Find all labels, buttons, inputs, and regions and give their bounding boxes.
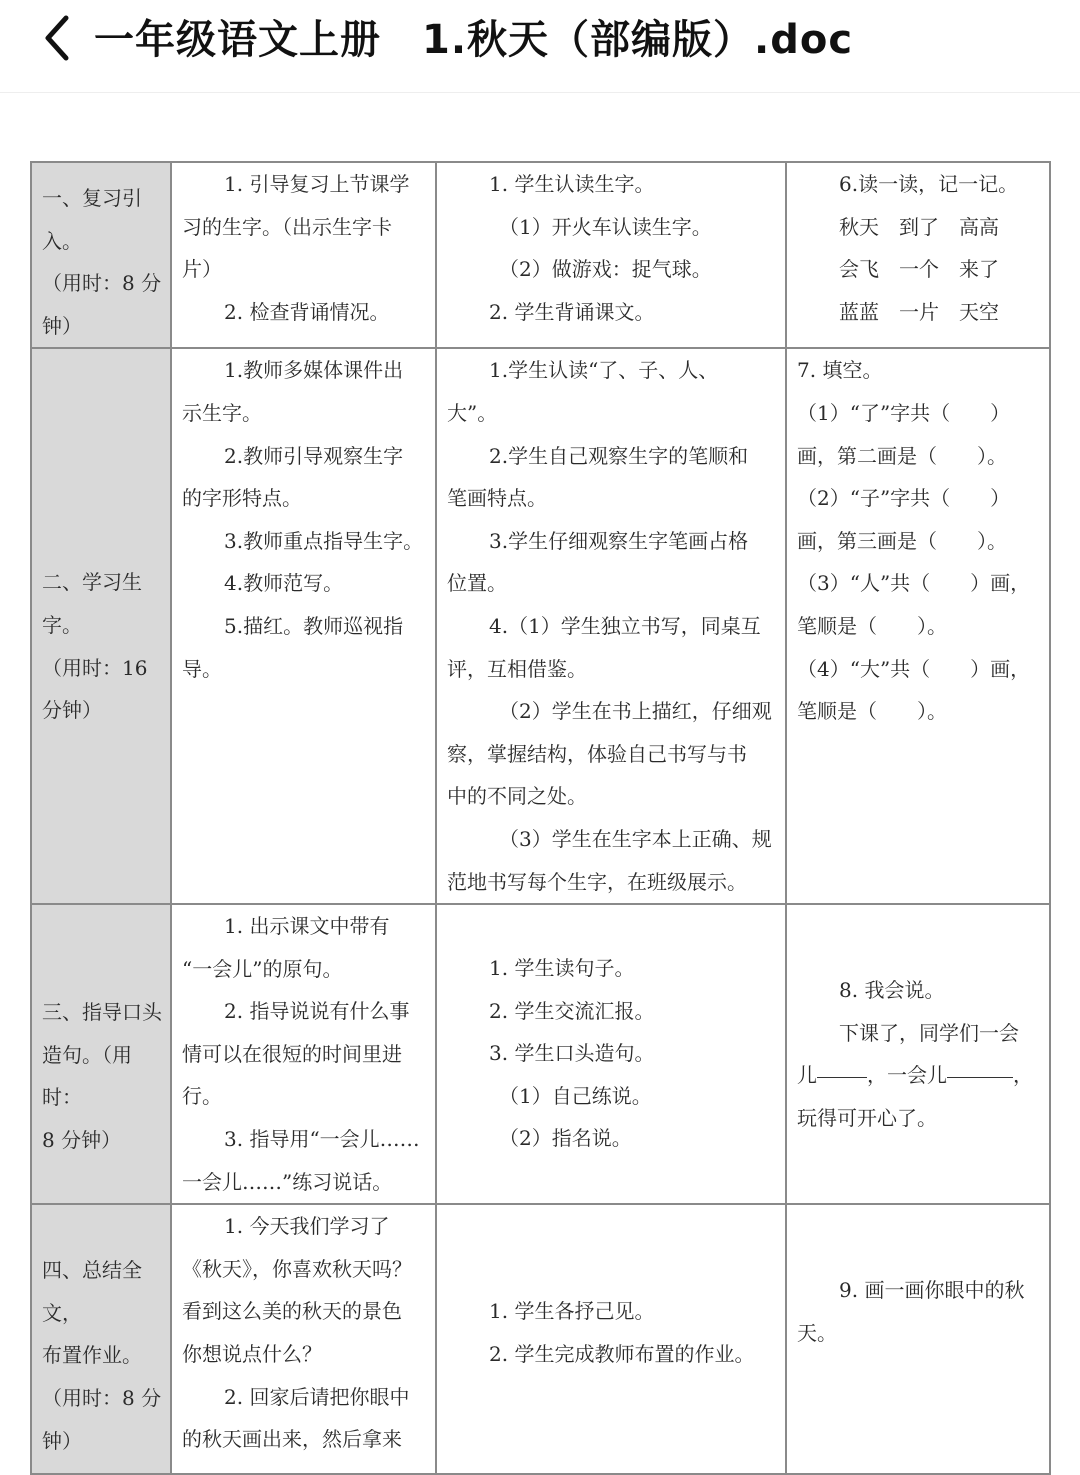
cell-line: 2. 检查背诵情况。 — [224, 299, 390, 324]
lesson-plan-table — [30, 161, 1051, 1475]
cell-line: 察，掌握结构，体验自己书写与书 — [447, 741, 747, 766]
stage-text: 钟） — [42, 1428, 82, 1453]
stage-text: （用时：8 分 — [42, 1386, 162, 1411]
cell-line: 天。 — [797, 1320, 837, 1345]
cell-line: （3）学生在生字本上正确、规 — [499, 826, 772, 851]
cell-line: 示生字。 — [182, 400, 262, 425]
cell-line: 一会儿……”练习说话。 — [182, 1169, 393, 1194]
stage-text: 分钟） — [42, 698, 102, 723]
text-segment: 儿 — [797, 1063, 817, 1088]
cell-line: 2. 学生完成教师布置的作业。 — [489, 1341, 755, 1366]
cell-line: 笔顺是（ ）。 — [797, 699, 947, 724]
cell-line: （3）“人”共（ ）画， — [797, 571, 1031, 596]
exercise-cell — [786, 348, 1050, 904]
cell-line: 中的不同之处。 — [447, 784, 587, 809]
teacher-activity-cell — [171, 348, 436, 904]
exercise-cell — [786, 1204, 1050, 1474]
cell-line: （1）“了”字共（ ） — [797, 400, 1011, 425]
cell-line: 1. 今天我们学习了 — [224, 1214, 390, 1239]
cell-line: 3. 学生口头造句。 — [489, 1041, 655, 1066]
student-activity-cell — [436, 904, 786, 1204]
cell-line: 画，第三画是（ ）。 — [797, 528, 1007, 553]
cell-line: 蓝蓝 一片 天空 — [839, 299, 999, 324]
top-bar — [0, 0, 1080, 93]
cell-line: 2. 指导说说有什么事 — [224, 999, 410, 1024]
cell-line: 4.教师范写。 — [224, 571, 344, 596]
cell-line: （4）“大”共（ ）画， — [797, 656, 1031, 681]
cell-line: 你想说点什么？ — [182, 1342, 322, 1367]
cell-line: 3.学生仔细观察生字笔画占格 — [489, 528, 749, 553]
cell-line: 3.教师重点指导生字。 — [224, 528, 424, 553]
cell-line: （1）自己练说。 — [499, 1083, 652, 1108]
student-activity-cell — [436, 162, 786, 348]
table-row — [31, 904, 1050, 1204]
fill-blank-line — [797, 1054, 1043, 1097]
stage-cell — [31, 904, 171, 1204]
cell-line: “一会儿”的原句。 — [182, 956, 343, 981]
cell-line: 情可以在很短的时间里进 — [182, 1041, 402, 1066]
cell-line: 1. 学生读句子。 — [489, 956, 635, 981]
cell-line: 位置。 — [447, 571, 507, 596]
exercise-heading: 8. 我会说。 — [839, 978, 945, 1003]
student-activity-cell — [436, 348, 786, 904]
cell-line: 1. 出示课文中带有 — [224, 914, 390, 939]
cell-line: 1. 学生认读生字。 — [489, 172, 655, 196]
document-title: 一年级语文上册 1.秋天（部编版）.doc — [94, 17, 854, 63]
answer-blank[interactable] — [817, 1076, 867, 1078]
cell-line: 4.（1）学生独立书写，同桌互 — [489, 613, 761, 638]
cell-line: 习的生字。（出示生字卡 — [182, 214, 392, 239]
cell-line: 行。 — [182, 1084, 222, 1109]
exercise-cell — [786, 162, 1050, 348]
cell-line: （2）学生在书上描红，仔细观 — [499, 699, 772, 724]
table-row — [31, 1204, 1050, 1474]
cell-line: 1. 引导复习上节课学 — [224, 172, 410, 196]
cell-line: 1.学生认读“了、子、人、 — [489, 358, 719, 383]
cell-line: 6.读一读，记一记。 — [839, 172, 1019, 196]
stage-text: 造句。（用时： — [42, 1042, 132, 1110]
cell-line: （2）指名说。 — [499, 1126, 632, 1151]
cell-line: 的字形特点。 — [182, 486, 302, 511]
stage-text: 四、总结全文， — [42, 1258, 142, 1325]
cell-line: 1. 学生各抒己见。 — [489, 1299, 655, 1324]
stage-text: 一、复习引入。 — [42, 186, 142, 253]
teacher-activity-cell — [171, 162, 436, 348]
cell-line: 2.学生自己观察生字的笔顺和 — [489, 443, 749, 468]
stage-text: （用时：16 — [42, 655, 148, 680]
stage-text: 二、学习生字。 — [42, 570, 142, 637]
stage-text: 三、指导口头 — [42, 1000, 162, 1025]
cell-line: 7. 填空。 — [797, 358, 883, 383]
cell-line: 秋天 到了 高高 — [839, 214, 999, 239]
stage-text: 布置作业。 — [42, 1343, 142, 1368]
cell-line: 《秋天》，你喜欢秋天吗？ — [182, 1256, 412, 1281]
answer-blank[interactable] — [947, 1076, 1013, 1078]
cell-line: （2）做游戏：捉气球。 — [499, 257, 712, 282]
back-button[interactable] — [36, 12, 80, 64]
student-activity-cell — [436, 1204, 786, 1474]
stage-cell — [31, 1204, 171, 1474]
cell-line: 笔画特点。 — [447, 486, 547, 511]
cell-line: 2. 学生交流汇报。 — [489, 998, 655, 1023]
cell-line: 9. 画一画你眼中的秋 — [839, 1278, 1025, 1303]
stage-text: 8 分钟） — [42, 1127, 122, 1152]
teacher-activity-cell — [171, 1204, 436, 1474]
cell-line: 玩得可开心了。 — [797, 1105, 937, 1130]
table-row — [31, 162, 1050, 348]
cell-line: 画，第二画是（ ）。 — [797, 443, 1007, 468]
stage-cell — [31, 162, 171, 348]
stage-text: （用时：8 分 — [42, 271, 162, 296]
cell-line: 2. 回家后请把你眼中 — [224, 1384, 410, 1409]
cell-line: 看到这么美的秋天的景色 — [182, 1299, 402, 1324]
cell-line: 5.描红。教师巡视指导。 — [182, 613, 404, 681]
exercise-cell — [786, 904, 1050, 1204]
table-row — [31, 348, 1050, 904]
cell-line: 片） — [182, 257, 222, 282]
stage-text: 钟） — [42, 313, 82, 338]
text-segment: ， — [1013, 1063, 1033, 1088]
cell-line: 1.教师多媒体课件出 — [224, 358, 404, 383]
cell-line: （2）“子”字共（ ） — [797, 486, 1011, 511]
cell-line: 2.教师引导观察生字 — [224, 443, 404, 468]
text-segment: ，一会儿 — [867, 1063, 947, 1088]
cell-line: 评，互相借鉴。 — [447, 656, 587, 681]
cell-line: 3. 指导用“一会儿…… — [224, 1127, 420, 1152]
stage-cell — [31, 348, 171, 904]
cell-line: （1）开火车认读生字。 — [499, 214, 712, 239]
chevron-left-icon — [36, 12, 80, 64]
cell-line: 范地书写每个生字，在班级展示。 — [447, 869, 747, 894]
cell-line: 的秋天画出来，然后拿来 — [182, 1427, 402, 1452]
cell-line: 2. 学生背诵课文。 — [489, 299, 655, 324]
cell-line: 大”。 — [447, 400, 498, 425]
document-viewer[interactable] — [0, 93, 1080, 1453]
cell-line: 笔顺是（ ）。 — [797, 613, 947, 638]
teacher-activity-cell — [171, 904, 436, 1204]
cell-line: 下课了，同学们一会 — [839, 1020, 1019, 1045]
cell-line: 会飞 一个 来了 — [839, 257, 999, 282]
